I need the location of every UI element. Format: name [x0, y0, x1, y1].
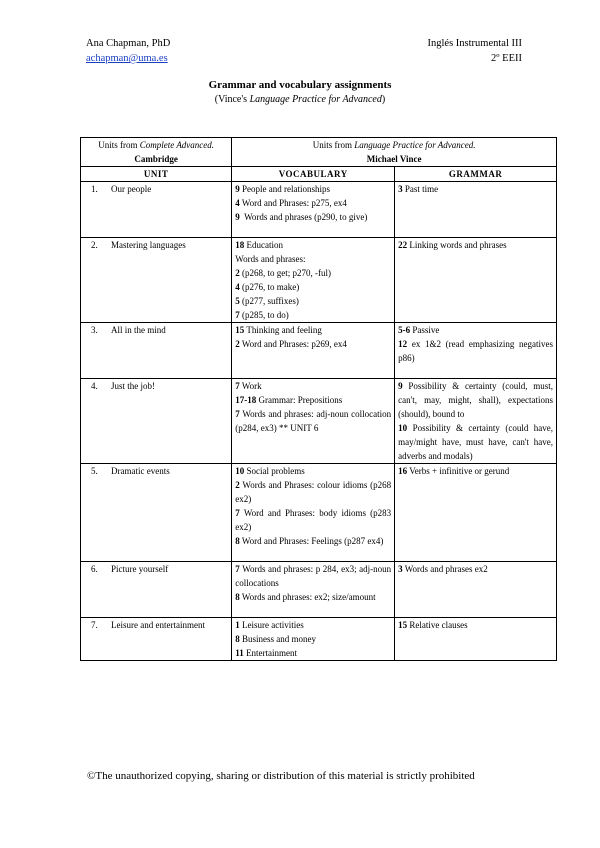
item-text: Word and Phrases: body idioms (p283 ex2) — [235, 508, 394, 532]
section-number: 1 — [235, 620, 240, 630]
grammar-cell — [395, 323, 557, 379]
item-text: Word and Phrases: p269, ex4 — [239, 339, 347, 349]
header-right — [428, 36, 522, 66]
item-text: Business and money — [239, 634, 317, 644]
section-number: 3 — [398, 564, 403, 574]
col23-book: Language Practice for Advanced. — [354, 140, 476, 150]
section-number: 17-18 — [235, 395, 257, 405]
section-number: 8 — [235, 536, 240, 546]
grammar-cell — [395, 238, 557, 323]
table-body — [81, 182, 557, 661]
section-number: 3 — [398, 184, 403, 194]
grammar-item — [398, 464, 553, 478]
unit-number: 5. — [91, 466, 98, 476]
section-number: 9 — [235, 184, 240, 194]
unit-cell — [81, 379, 232, 464]
item-text: Thinking and feeling — [244, 325, 322, 335]
vocabulary-item — [235, 393, 391, 407]
grammar-cell — [395, 562, 557, 618]
grammar-cell — [395, 379, 557, 464]
item-text: Word and Phrases: Feelings (p287 ex4) — [239, 536, 384, 546]
unit-cell — [81, 618, 232, 661]
item-text: Possibility & certainty (could, must, can't, may, might, shall), expectations (should), bound to — [398, 381, 556, 419]
unit-number: 1. — [91, 184, 98, 194]
item-text: (p277, suffixes) — [239, 296, 299, 306]
vocabulary-cell — [232, 562, 395, 618]
vocabulary-item — [235, 182, 391, 196]
table-row — [81, 562, 557, 618]
vocabulary-item — [235, 210, 391, 224]
unit-number: 7. — [91, 620, 98, 630]
vocabulary-cell — [232, 379, 395, 464]
item-text: Words and phrases ex2 — [402, 564, 488, 574]
vocabulary-item — [235, 407, 394, 435]
vocabulary-item — [235, 464, 391, 478]
unit-title: Picture yourself — [111, 564, 169, 574]
item-text: Verbs + infinitive or gerund — [407, 466, 510, 476]
grammar-item — [398, 421, 556, 463]
item-text: Past time — [402, 184, 439, 194]
section-number: 10 — [235, 466, 245, 476]
subtitle-open: (Vince's — [214, 94, 250, 105]
section-number: 11 — [235, 648, 244, 658]
vocabulary-item — [235, 238, 391, 252]
section-number: 2 — [235, 339, 240, 349]
section-number: 5-6 — [398, 325, 411, 335]
item-text: Words and phrases (p290, to give) — [239, 212, 368, 222]
vocabulary-column-header: VOCABULARY — [232, 167, 395, 182]
assignments-table — [80, 137, 557, 661]
item-text: Entertainment — [243, 648, 298, 658]
item-text: Words and Phrases: colour idioms (p268 ex2) — [235, 480, 394, 504]
vocabulary-item — [235, 196, 391, 210]
course-year: 2º EEII — [491, 53, 522, 64]
grammar-item — [398, 238, 553, 252]
vocabulary-item — [235, 252, 391, 266]
grammar-cell — [395, 464, 557, 562]
item-text: People and relationships — [239, 184, 331, 194]
unit-title: Leisure and entertainment — [111, 620, 205, 630]
section-number: 7 — [235, 381, 240, 391]
section-number: 7 — [235, 564, 240, 574]
unit-title: Mastering languages — [111, 240, 186, 250]
unit-number: 2. — [91, 240, 98, 250]
table-row — [81, 464, 557, 562]
email-link[interactable]: achapman@uma.es — [86, 53, 168, 64]
grammar-item — [398, 337, 556, 365]
item-text: ex 1&2 (read emphasizing negatives p86) — [398, 339, 556, 363]
vocabulary-item — [235, 323, 391, 337]
vocabulary-item — [235, 506, 394, 534]
grammar-item — [398, 379, 556, 421]
table-header-row — [81, 138, 557, 167]
vocabulary-item — [235, 618, 391, 632]
item-text: Possibility & certainty (could have, may/might have, must have, can't have, adverbs and modals) — [398, 423, 556, 461]
unit-number: 3. — [91, 325, 98, 335]
item-text: Education — [244, 240, 284, 250]
item-text: Words and phrases: adj-noun collocation (p284, ex3) ** UNIT 6 — [235, 409, 394, 433]
unit-title: Just the job! — [111, 381, 155, 391]
grammar-item — [398, 562, 553, 576]
section-number: 18 — [235, 240, 245, 250]
vocabulary-item — [235, 534, 391, 548]
vocabulary-item — [235, 562, 394, 590]
section-number: 10 — [398, 423, 408, 433]
grammar-item — [398, 182, 553, 196]
unit-cell — [81, 464, 232, 562]
section-number: 16 — [398, 466, 408, 476]
section-number: 15 — [398, 620, 408, 630]
section-number: 2 — [235, 268, 240, 278]
vocabulary-item — [235, 337, 391, 351]
section-number: 15 — [235, 325, 245, 335]
author-name: Ana Chapman, PhD — [86, 38, 171, 49]
section-number: 7 — [235, 310, 240, 320]
section-number: 7 — [235, 409, 240, 419]
table-row — [81, 323, 557, 379]
vocabulary-cell — [232, 464, 395, 562]
item-text: Work — [239, 381, 262, 391]
section-number: 9 — [235, 212, 240, 222]
col1-prefix: Units from — [98, 140, 140, 150]
vocabulary-cell — [232, 238, 395, 323]
item-text: (p285, to do) — [239, 310, 289, 320]
unit-cell — [81, 182, 232, 238]
item-text: Leisure activities — [239, 620, 304, 630]
unit-title: All in the mind — [111, 325, 166, 335]
table-row — [81, 238, 557, 323]
vocabulary-item — [235, 478, 394, 506]
col1-publisher: Cambridge — [134, 154, 178, 164]
section-number: 2 — [235, 480, 240, 490]
vocabulary-cell — [232, 182, 395, 238]
subtitle-close: ) — [381, 94, 386, 105]
page-subtitle — [0, 94, 600, 105]
vocabulary-item — [235, 379, 391, 393]
item-text: (p276, to make) — [239, 282, 300, 292]
item-text: Social problems — [244, 466, 305, 476]
vocabulary-item — [235, 632, 391, 646]
item-text: Relative clauses — [407, 620, 468, 630]
unit-number: 6. — [91, 564, 98, 574]
vocabulary-cell — [232, 323, 395, 379]
col23-header — [232, 138, 557, 167]
page-title: Grammar and vocabulary assignments — [208, 79, 392, 91]
item-text: Grammar: Prepositions — [256, 395, 343, 405]
unit-cell — [81, 562, 232, 618]
section-number: 9 — [398, 381, 403, 391]
vocabulary-item — [235, 280, 391, 294]
copyright-footer: ©The unauthorized copying, sharing or distribution of this material is strictly prohibited — [87, 770, 475, 782]
col23-prefix: Units from — [312, 140, 355, 150]
unit-title: Dramatic events — [111, 466, 170, 476]
unit-number: 4. — [91, 381, 98, 391]
grammar-cell — [395, 182, 557, 238]
vocabulary-item — [235, 266, 391, 280]
header-left — [86, 36, 170, 66]
item-text: (p268, to get; p270, -ful) — [239, 268, 332, 278]
grammar-column-header: GRAMMAR — [395, 167, 557, 182]
vocabulary-item — [235, 646, 391, 660]
unit-column-header: UNIT — [81, 167, 232, 182]
unit-cell — [81, 323, 232, 379]
item-text: Linking words and phrases — [407, 240, 507, 250]
table-row — [81, 618, 557, 661]
vocabulary-cell — [232, 618, 395, 661]
section-number: 5 — [235, 296, 240, 306]
unit-cell — [81, 238, 232, 323]
section-number: 7 — [235, 508, 240, 518]
vocabulary-item — [235, 590, 391, 604]
col1-header — [81, 138, 232, 167]
section-number: 8 — [235, 634, 240, 644]
section-number: 12 — [398, 339, 408, 349]
section-number: 22 — [398, 240, 408, 250]
section-number: 4 — [235, 198, 240, 208]
table-subheader-row — [81, 167, 557, 182]
grammar-item — [398, 323, 553, 337]
item-text: Passive — [410, 325, 440, 335]
item-text: Words and phrases: ex2; size/amount — [239, 592, 376, 602]
table-row — [81, 182, 557, 238]
section-number: 8 — [235, 592, 240, 602]
subtitle-book: Language Practice for Advanced — [249, 94, 382, 105]
course-name: Inglés Instrumental III — [427, 38, 522, 49]
col23-author: Michael Vince — [366, 154, 422, 164]
vocabulary-item — [235, 294, 391, 308]
section-number: 4 — [235, 282, 240, 292]
unit-title: Our people — [111, 184, 152, 194]
vocabulary-item — [235, 308, 391, 322]
item-text: Words and phrases: — [235, 254, 306, 264]
table-row — [81, 379, 557, 464]
col1-book: Complete Advanced. — [139, 140, 215, 150]
item-text: Words and phrases: p 284, ex3; adj-noun collocations — [235, 564, 394, 588]
grammar-item — [398, 618, 553, 632]
item-text: Word and Phrases: p275, ex4 — [239, 198, 347, 208]
grammar-cell — [395, 618, 557, 661]
